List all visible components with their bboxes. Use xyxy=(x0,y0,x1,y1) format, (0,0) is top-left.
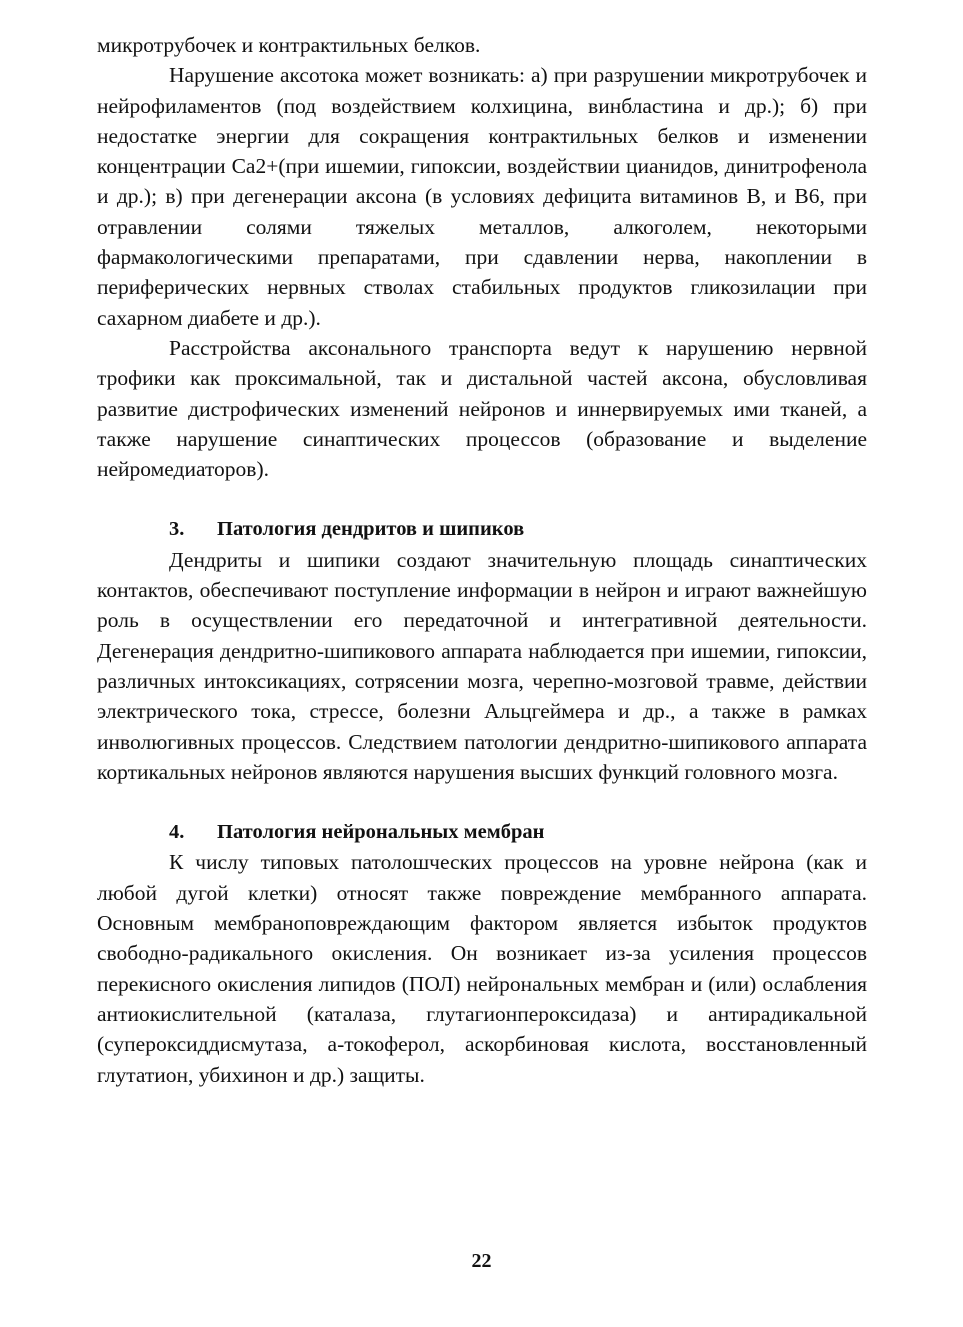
section-4-number: 4. xyxy=(169,821,185,844)
section-3-heading xyxy=(97,514,867,544)
section-3-paragraph: Дендриты и шипики создают значительную площадь синаптических контактов, обеспечивают поступление информации в нейрон и играют важнейшую роль в осуществлении его передаточной и интегративной деятельности. Дегенерация дендритно-шипикового аппарата наблюдается при ишемии, гипоксии, различных интоксикациях, сотрясении мозга, черепно-мозговой травме, действии электрического тока, стрессе, болезни Альцгеймера и др., а также в рамках инволюгивных процессов. Следствием патологии дендритно-шипикового аппарата кортикальных нейронов являются нарушения высших функций головного мозга. xyxy=(97,547,867,784)
section-3-title: Патология дендритов и шипиков xyxy=(217,518,525,541)
document-page xyxy=(97,30,867,1090)
paragraph-continuation: микротрубочек и контрактильных белков. xyxy=(97,33,481,57)
section-4-heading xyxy=(97,817,867,847)
page-number: 22 xyxy=(471,1250,492,1272)
paragraph-axotok-disorders: Нарушение аксотока может возникать: а) при разрушении микротрубочек и нейрофиламентов (под воздействием колхицина, винбластина и др.); б) при недостатке энергии для сокращения контрактильных белков и изменении концентрации Са2+(при ишемии, гипоксии, воздействии цианидов, динитрофенола и др.); в) при дегенерации аксона (в условиях дефицита витаминов В, и В6, при отравлении солями тяжелых металлов, алкоголем, некоторыми фармакологическими препаратами, при сдавлении нерва, накоплении в периферических нервных стволах стабильных продуктов гликозилации при сахарном диабете и др.). xyxy=(97,63,867,330)
section-4-paragraph: К числу типовых патолошческих процессов на уровне нейрона (как и любой дугой клетки) относят также повреждение мембранного аппарата. Основным мембраноповреждающим фактором является избыток продуктов свободно-радикального окисления. Он возникает из-за усиления процессов перекисного окисления липидов (ПОЛ) нейрональных мембран и (или) ослабления антиокислительной (каталаза, глутагионпероксидаза) и антирадикальной (супероксиддисмутаза, а-токоферол, аскорбиновая кислота, восстановленный глутатион, убихинон и др.) защиты. xyxy=(97,850,867,1087)
paragraph-axonal-transport: Расстройства аксонального транспорта ведут к нарушению нервной трофики как проксимальной, так и дистальной частей аксона, обусловливая развитие дистрофических изменений нейронов и иннервируемых ими тканей, а также нарушение синаптических процессов (образование и выделение нейромедиаторов). xyxy=(97,335,867,482)
section-4-title: Патология нейрональных мембран xyxy=(217,821,545,844)
section-3-number: 3. xyxy=(169,518,185,541)
